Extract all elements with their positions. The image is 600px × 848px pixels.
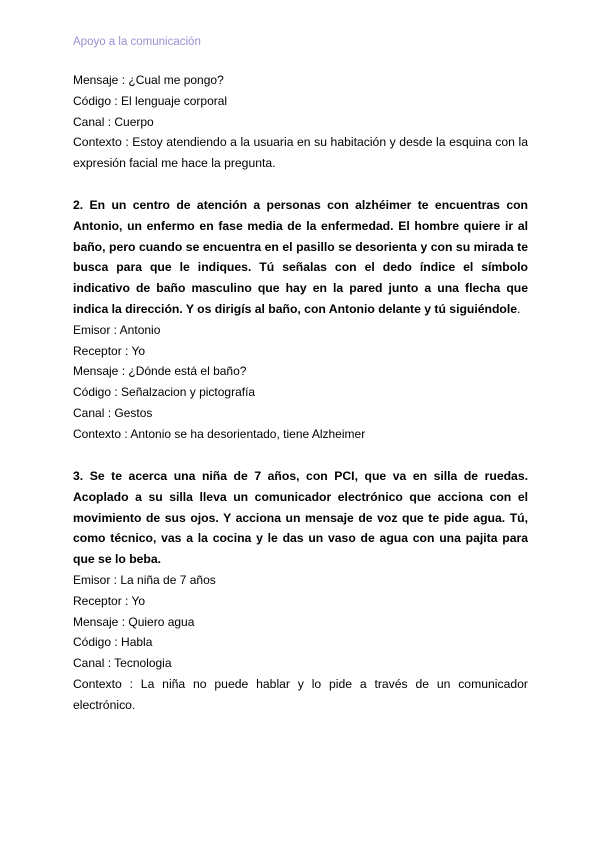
exercise-3 — [73, 466, 528, 716]
contexto-paragraph: Contexto : Estoy atendiendo a la usuaria en su habitación y desde la esquina con la expresión facial me hace la pregunta. — [73, 135, 528, 171]
exercise-2-question-text: 2. En un centro de atención a personas con alzhéimer te encuentras con Antonio, un enfermo en fase media de la enfermedad. El hombre quiere ir al baño, pero cuando se encuentra en el pasillo se desorienta y con su mirada te busca para que le indiques. Tú señalas con el dedo índice el símbolo indicativo de baño masculino que hay en la pared junto a una flecha que indica la dirección. Y os dirigís al baño, con Antonio delante y tú siguiéndole — [73, 198, 528, 316]
exercise-2 — [73, 195, 528, 445]
exercise-1-continuation — [73, 70, 528, 174]
emisor-line: Emisor : La niña de 7 años — [73, 572, 216, 587]
emisor-line: Emisor : Antonio — [73, 322, 161, 337]
receptor-line: Receptor : Yo — [73, 343, 146, 358]
exercise-3-question: 3. Se te acerca una niña de 7 años, con PCI, que va en silla de ruedas. Acoplado a su silla lleva un comunicador electrónico que acciona con el movimiento de sus ojos. Y acciona un mensaje de voz que te pide agua. Tú, como técnico, vas a la cocina y le das un vaso de agua con una pajita para que se lo beba. — [73, 469, 528, 567]
canal-line: Canal : Gestos — [73, 405, 153, 420]
codigo-line: Código : El lenguaje corporal — [73, 93, 228, 108]
receptor-line: Receptor : Yo — [73, 593, 146, 608]
mensaje-line: Mensaje : ¿Cual me pongo? — [73, 73, 224, 87]
exercise-2-question-end: . — [517, 301, 521, 316]
page-header: Apoyo a la comunicación — [73, 36, 201, 48]
mensaje-line: Mensaje : ¿Dónde está el baño? — [73, 364, 247, 379]
exercise-2-question — [73, 195, 528, 320]
canal-line: Canal : Cuerpo — [73, 114, 154, 129]
contexto-line: Contexto : Antonio se ha desorientado, tiene Alzheimer — [73, 426, 366, 441]
codigo-line: Código : Señalzacion y pictografía — [73, 385, 256, 400]
contexto-paragraph: Contexto : La niña no puede hablar y lo pide a través de un comunicador electrónico. — [73, 676, 528, 712]
codigo-line: Código : Habla — [73, 635, 153, 650]
mensaje-line: Mensaje : Quiero agua — [73, 614, 195, 629]
canal-line: Canal : Tecnologia — [73, 656, 172, 671]
